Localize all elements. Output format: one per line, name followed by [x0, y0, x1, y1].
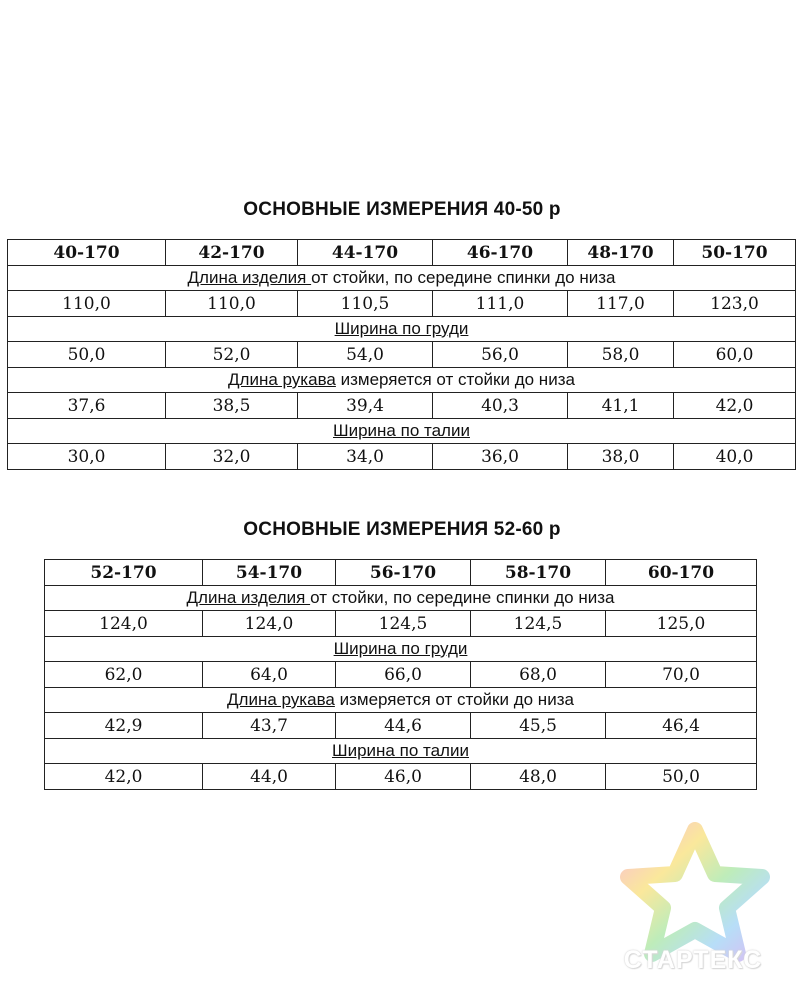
value-cell: 110,0 — [8, 291, 166, 317]
value-cell: 36,0 — [433, 444, 568, 470]
value-cell: 62,0 — [45, 662, 203, 688]
values-row — [8, 342, 796, 368]
value-cell: 60,0 — [674, 342, 796, 368]
value-cell: 111,0 — [433, 291, 568, 317]
value-cell: 34,0 — [298, 444, 433, 470]
value-cell: 66,0 — [336, 662, 471, 688]
value-cell: 39,4 — [298, 393, 433, 419]
value-cell: 50,0 — [606, 764, 757, 790]
value-cell: 48,0 — [471, 764, 606, 790]
size-header-cell: 50-170 — [674, 240, 796, 266]
values-row — [45, 662, 757, 688]
size-header-row — [8, 240, 796, 266]
section-label — [8, 266, 796, 291]
value-cell: 110,0 — [166, 291, 298, 317]
section-label — [45, 637, 757, 662]
value-cell: 68,0 — [471, 662, 606, 688]
section-label — [8, 368, 796, 393]
size-header-cell: 44-170 — [298, 240, 433, 266]
size-header-cell: 54-170 — [203, 560, 336, 586]
value-cell: 125,0 — [606, 611, 757, 637]
section-label-row — [45, 739, 757, 764]
value-cell: 42,0 — [45, 764, 203, 790]
table2-title: ОСНОВНЫЕ ИЗМЕРЕНИЯ 52-60 р — [243, 519, 561, 540]
value-cell: 32,0 — [166, 444, 298, 470]
watermark-text: СТАРТЕКС — [623, 946, 763, 974]
value-cell: 124,5 — [336, 611, 471, 637]
value-cell: 40,3 — [433, 393, 568, 419]
value-cell: 37,6 — [8, 393, 166, 419]
measurements-table-40-50 — [7, 239, 796, 470]
section-label-underlined: Длина изделия — [187, 268, 312, 287]
value-cell: 50,0 — [8, 342, 166, 368]
section-label — [45, 586, 757, 611]
section-label-underlined: Длина рукава — [227, 690, 335, 709]
value-cell: 124,5 — [471, 611, 606, 637]
value-cell: 43,7 — [203, 713, 336, 739]
size-header-cell: 52-170 — [45, 560, 203, 586]
value-cell: 64,0 — [203, 662, 336, 688]
values-row — [45, 611, 757, 637]
value-cell: 52,0 — [166, 342, 298, 368]
size-header-cell: 40-170 — [8, 240, 166, 266]
size-header-cell: 60-170 — [606, 560, 757, 586]
section-label-underlined: Ширина по талии — [332, 741, 469, 760]
size-header-cell: 46-170 — [433, 240, 568, 266]
section-label-rest: измеряется от стойки до низа — [334, 690, 574, 709]
value-cell: 124,0 — [203, 611, 336, 637]
value-cell: 44,6 — [336, 713, 471, 739]
section-label-underlined: Длина изделия — [186, 588, 311, 607]
section-label-row — [45, 637, 757, 662]
section-label-row — [8, 317, 796, 342]
size-header-cell: 48-170 — [568, 240, 674, 266]
value-cell: 46,0 — [336, 764, 471, 790]
value-cell: 117,0 — [568, 291, 674, 317]
section-label-rest: от стойки, по середине спинки до низа — [310, 588, 615, 607]
value-cell: 42,9 — [45, 713, 203, 739]
value-cell: 124,0 — [45, 611, 203, 637]
section-label-underlined: Длина рукава — [228, 370, 336, 389]
section-label-underlined: Ширина по груди — [334, 319, 469, 338]
size-header-row — [45, 560, 757, 586]
value-cell: 30,0 — [8, 444, 166, 470]
section-label-row — [45, 586, 757, 611]
value-cell: 54,0 — [298, 342, 433, 368]
section-label-rest: от стойки, по середине спинки до низа — [311, 268, 616, 287]
value-cell: 70,0 — [606, 662, 757, 688]
size-header-cell: 42-170 — [166, 240, 298, 266]
size-header-cell: 58-170 — [471, 560, 606, 586]
value-cell: 42,0 — [674, 393, 796, 419]
section-label — [45, 739, 757, 764]
measurements-table-52-60 — [44, 559, 757, 790]
value-cell: 38,0 — [568, 444, 674, 470]
value-cell: 45,5 — [471, 713, 606, 739]
value-cell: 40,0 — [674, 444, 796, 470]
value-cell: 38,5 — [166, 393, 298, 419]
section-label-row — [8, 368, 796, 393]
section-label-rest: измеряется от стойки до низа — [335, 370, 575, 389]
values-row — [45, 764, 757, 790]
section-label-underlined: Ширина по груди — [333, 639, 468, 658]
value-cell: 110,5 — [298, 291, 433, 317]
size-header-cell: 56-170 — [336, 560, 471, 586]
value-cell: 123,0 — [674, 291, 796, 317]
values-row — [45, 713, 757, 739]
section-label-underlined: Ширина по талии — [333, 421, 470, 440]
value-cell: 58,0 — [568, 342, 674, 368]
section-label-row — [45, 688, 757, 713]
section-label-row — [8, 419, 796, 444]
table1-title: ОСНОВНЫЕ ИЗМЕРЕНИЯ 40-50 р — [243, 199, 561, 220]
values-row — [8, 291, 796, 317]
values-row — [8, 444, 796, 470]
value-cell: 41,1 — [568, 393, 674, 419]
values-row — [8, 393, 796, 419]
section-label — [8, 419, 796, 444]
section-label — [8, 317, 796, 342]
value-cell: 46,4 — [606, 713, 757, 739]
section-label-row — [8, 266, 796, 291]
section-label — [45, 688, 757, 713]
value-cell: 56,0 — [433, 342, 568, 368]
value-cell: 44,0 — [203, 764, 336, 790]
